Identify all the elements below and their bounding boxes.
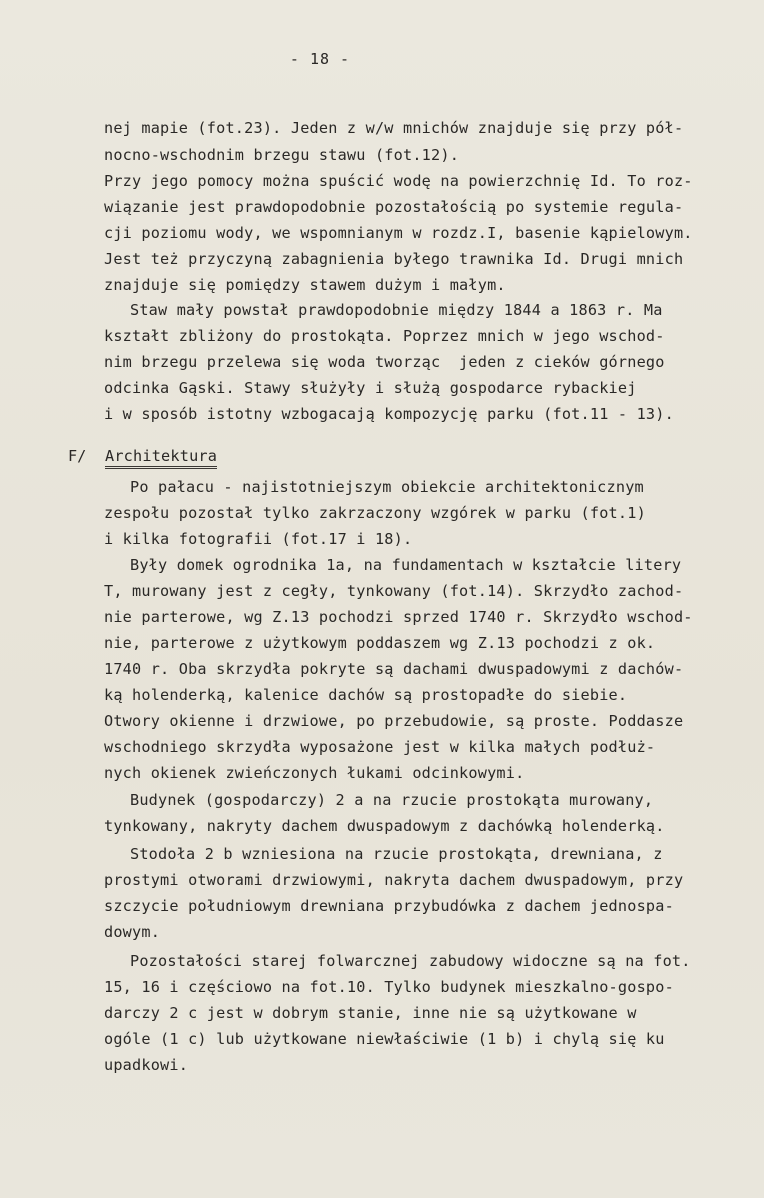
section-heading: Architektura	[105, 447, 217, 469]
text-line: Budynek (gospodarczy) 2 a na rzucie prostokąta murowany,	[130, 791, 654, 809]
text-line: nie, parterowe z użytkowym poddaszem wg Z.13 pochodzi z ok.	[104, 634, 656, 652]
text-line: i kilka fotografii (fot.17 i 18).	[104, 530, 413, 548]
text-line: Pozostałości starej folwarcznej zabudowy widoczne są na fot.	[130, 952, 691, 970]
text-line: znajduje się pomiędzy stawem dużym i małym.	[104, 276, 506, 294]
text-line: T, murowany jest z cegły, tynkowany (fot.14). Skrzydło zachod-	[104, 582, 684, 600]
text-line: dowym.	[104, 923, 161, 941]
text-line: Przy jego pomocy można spuścić wodę na powierzchnię Id. To roz-	[104, 172, 693, 190]
text-line: 15, 16 i częściowo na fot.10. Tylko budynek mieszkalno-gospo-	[104, 978, 674, 996]
text-line: i w sposób istotny wzbogacają kompozycję parku (fot.11 - 13).	[104, 405, 674, 423]
text-line: kształt zbliżony do prostokąta. Poprzez mnich w jego wschod-	[104, 327, 665, 345]
text-line: prostymi otworami drzwiowymi, nakryta dachem dwuspadowym, przy	[104, 871, 684, 889]
page-number: - 18 -	[289, 50, 351, 68]
text-line: wschodniego skrzydła wyposażone jest w kilka małych podłuż-	[104, 738, 656, 756]
text-line: darczy 2 c jest w dobrym stanie, inne nie są użytkowane w	[104, 1004, 637, 1022]
text-line: nej mapie (fot.23). Jeden z w/w mnichów znajduje się przy pół-	[104, 119, 684, 137]
text-line: nim brzegu przelewa się woda tworząc jeden z cieków górnego	[104, 353, 665, 371]
section-marker: F/	[68, 447, 87, 465]
text-line: ką holenderką, kalenice dachów są prostopadłe do siebie.	[104, 686, 628, 704]
text-line: Stodoła 2 b wzniesiona na rzucie prostokąta, drewniana, z	[130, 845, 663, 863]
text-line: szczycie południowym drewniana przybudówka z dachem jednospa-	[104, 897, 674, 915]
text-line: tynkowany, nakryty dachem dwuspadowym z dachówką holenderką.	[104, 817, 665, 835]
text-line: zespołu pozostał tylko zakrzaczony wzgórek w parku (fot.1)	[104, 504, 646, 522]
text-line: upadkowi.	[104, 1056, 189, 1074]
text-line: odcinka Gąski. Stawy służyły i służą gospodarce rybackiej	[104, 379, 637, 397]
text-line: cji poziomu wody, we wspomnianym w rozdz.I, basenie kąpielowym.	[104, 224, 693, 242]
text-line: Otwory okienne i drzwiowe, po przebudowie, są proste. Poddasze	[104, 712, 684, 730]
text-line: Staw mały powstał prawdopodobnie między 1844 a 1863 r. Ma	[130, 301, 663, 319]
text-line: wiązanie jest prawdopodobnie pozostałością po systemie regula-	[104, 198, 684, 216]
text-line: nie parterowe, wg Z.13 pochodzi sprzed 1740 r. Skrzydło wschod-	[104, 608, 693, 626]
text-line: nych okienek zwieńczonych łukami odcinkowymi.	[104, 764, 525, 782]
text-line: ogóle (1 c) lub użytkowane niewłaściwie (1 b) i chylą się ku	[104, 1030, 665, 1048]
text-line: Po pałacu - najistotniejszym obiekcie architektonicznym	[130, 478, 644, 496]
text-line: Były domek ogrodnika 1a, na fundamentach w kształcie litery	[130, 556, 682, 574]
text-line: 1740 r. Oba skrzydła pokryte są dachami dwuspadowymi z dachów-	[104, 660, 684, 678]
text-line: nocno-wschodnim brzegu stawu (fot.12).	[104, 146, 460, 164]
text-line: Jest też przyczyną zabagnienia byłego trawnika Id. Drugi mnich	[104, 250, 684, 268]
